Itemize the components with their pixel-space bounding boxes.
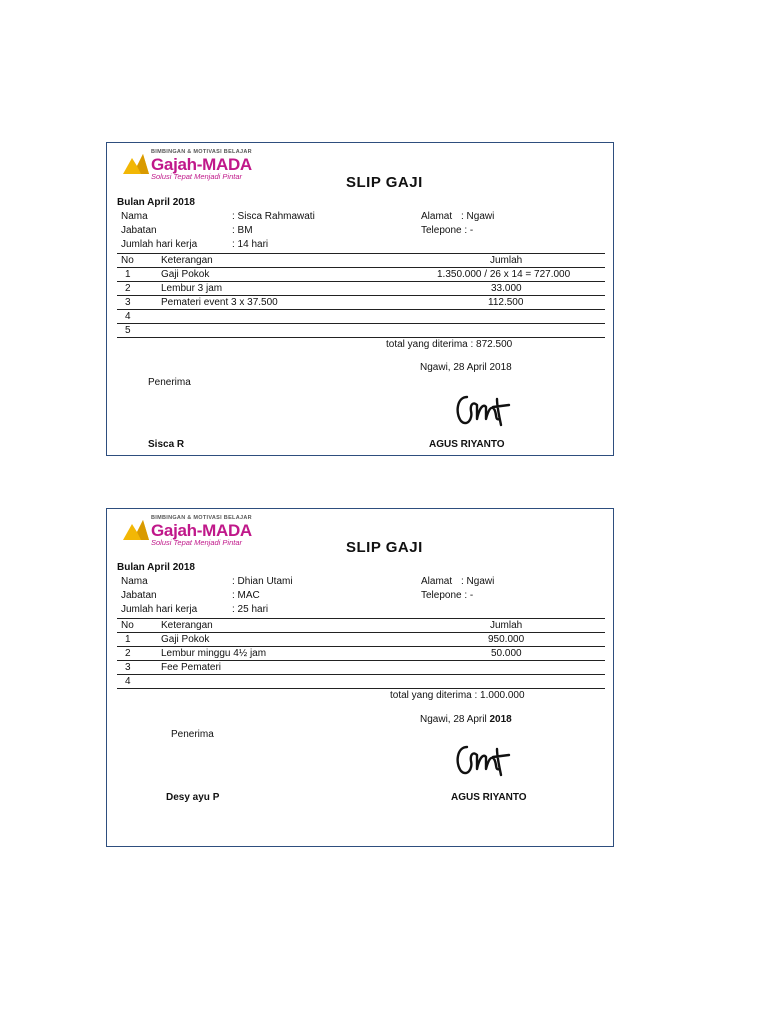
nama-label: Nama	[121, 211, 148, 222]
table-rule	[117, 253, 605, 254]
row-no: 4	[125, 311, 131, 322]
col-header-keterangan: Keterangan	[161, 255, 213, 266]
salary-slip-2	[106, 508, 614, 847]
telepon-label: Telepone : -	[421, 225, 474, 236]
table-rule	[117, 646, 605, 647]
col-header-jumlah: Jumlah	[490, 620, 523, 631]
table-rule	[117, 323, 605, 324]
logo-emblem-icon	[123, 518, 149, 540]
slip-period: Bulan April 2018	[117, 562, 195, 573]
row-keterangan: Lembur minggu 4½ jam	[161, 648, 267, 659]
receiver-label: Penerima	[171, 729, 214, 740]
signer-name: AGUS RIYANTO	[451, 792, 527, 803]
table-rule	[117, 618, 605, 619]
logo-emblem-icon	[123, 152, 149, 174]
company-logo	[123, 149, 283, 179]
row-no: 3	[125, 297, 131, 308]
company-logo	[123, 515, 283, 545]
logo-tagline: BIMBINGAN & MOTIVASI BELAJAR	[151, 515, 252, 521]
row-no: 3	[125, 662, 131, 673]
logo-brand: Gajah-MADA	[151, 521, 252, 540]
row-jumlah: 950.000	[488, 634, 525, 645]
slip-date-prefix: Ngawi, 28 April	[420, 714, 490, 725]
logo-tagline: BIMBINGAN & MOTIVASI BELAJAR	[151, 149, 252, 155]
logo-slogan: Solusi Tepat Menjadi Pintar	[151, 172, 243, 181]
row-keterangan: Lembur 3 jam	[161, 283, 223, 294]
signature-icon	[453, 391, 515, 427]
slip-date: Ngawi, 28 April 2018	[420, 362, 512, 373]
col-header-keterangan: Keterangan	[161, 620, 213, 631]
jabatan-value: : BM	[232, 225, 253, 236]
row-no: 2	[125, 283, 131, 294]
slip-title: SLIP GAJI	[346, 174, 423, 191]
jabatan-value: : MAC	[232, 590, 260, 601]
table-rule	[117, 267, 605, 268]
row-keterangan: Fee Pemateri	[161, 662, 222, 673]
table-rule	[117, 337, 605, 338]
slip-date-year: 2018	[489, 714, 512, 725]
salary-slip-1	[106, 142, 614, 456]
slip-date	[420, 714, 512, 726]
signer-name: AGUS RIYANTO	[429, 439, 505, 450]
col-header-no: No	[121, 620, 134, 631]
alamat-label: Alamat	[421, 576, 453, 587]
row-no: 1	[125, 634, 131, 645]
table-rule	[117, 309, 605, 310]
row-jumlah: 1.350.000 / 26 x 14 = 727.000	[437, 269, 571, 280]
receiver-name: Desy ayu P	[166, 792, 220, 803]
hari-kerja-label: Jumlah hari kerja	[121, 239, 198, 250]
telepon-label: Telepone : -	[421, 590, 474, 601]
slip-period: Bulan April 2018	[117, 197, 195, 208]
slip-title: SLIP GAJI	[346, 539, 423, 556]
jabatan-label: Jabatan	[121, 225, 157, 236]
signature-icon	[453, 741, 515, 777]
row-no: 5	[125, 325, 131, 336]
row-keterangan: Gaji Pokok	[161, 634, 210, 645]
total-received: total yang diterima : 872.500	[386, 339, 513, 350]
table-rule	[117, 660, 605, 661]
alamat-label: Alamat	[421, 211, 453, 222]
row-keterangan: Pemateri event 3 x 37.500	[161, 297, 278, 308]
col-header-jumlah: Jumlah	[490, 255, 523, 266]
nama-value: : Dhian Utami	[232, 576, 293, 587]
row-jumlah: 50.000	[491, 648, 522, 659]
alamat-value: : Ngawi	[461, 576, 495, 587]
table-rule	[117, 295, 605, 296]
receiver-label: Penerima	[148, 377, 191, 388]
hari-kerja-value: : 25 hari	[232, 604, 269, 615]
receiver-name: Sisca R	[148, 439, 185, 450]
hari-kerja-label: Jumlah hari kerja	[121, 604, 198, 615]
row-no: 1	[125, 269, 131, 280]
nama-value: : Sisca Rahmawati	[232, 211, 315, 222]
table-rule	[117, 632, 605, 633]
alamat-value: : Ngawi	[461, 211, 495, 222]
hari-kerja-value: : 14 hari	[232, 239, 269, 250]
logo-slogan: Solusi Tepat Menjadi Pintar	[151, 538, 243, 547]
table-rule	[117, 688, 605, 689]
row-jumlah: 33.000	[491, 283, 522, 294]
row-no: 4	[125, 676, 131, 687]
table-rule	[117, 281, 605, 282]
logo-brand: Gajah-MADA	[151, 155, 252, 174]
nama-label: Nama	[121, 576, 148, 587]
col-header-no: No	[121, 255, 134, 266]
table-rule	[117, 674, 605, 675]
total-received: total yang diterima : 1.000.000	[390, 690, 525, 701]
row-keterangan: Gaji Pokok	[161, 269, 210, 280]
row-jumlah: 112.500	[488, 297, 524, 308]
row-no: 2	[125, 648, 131, 659]
jabatan-label: Jabatan	[121, 590, 157, 601]
